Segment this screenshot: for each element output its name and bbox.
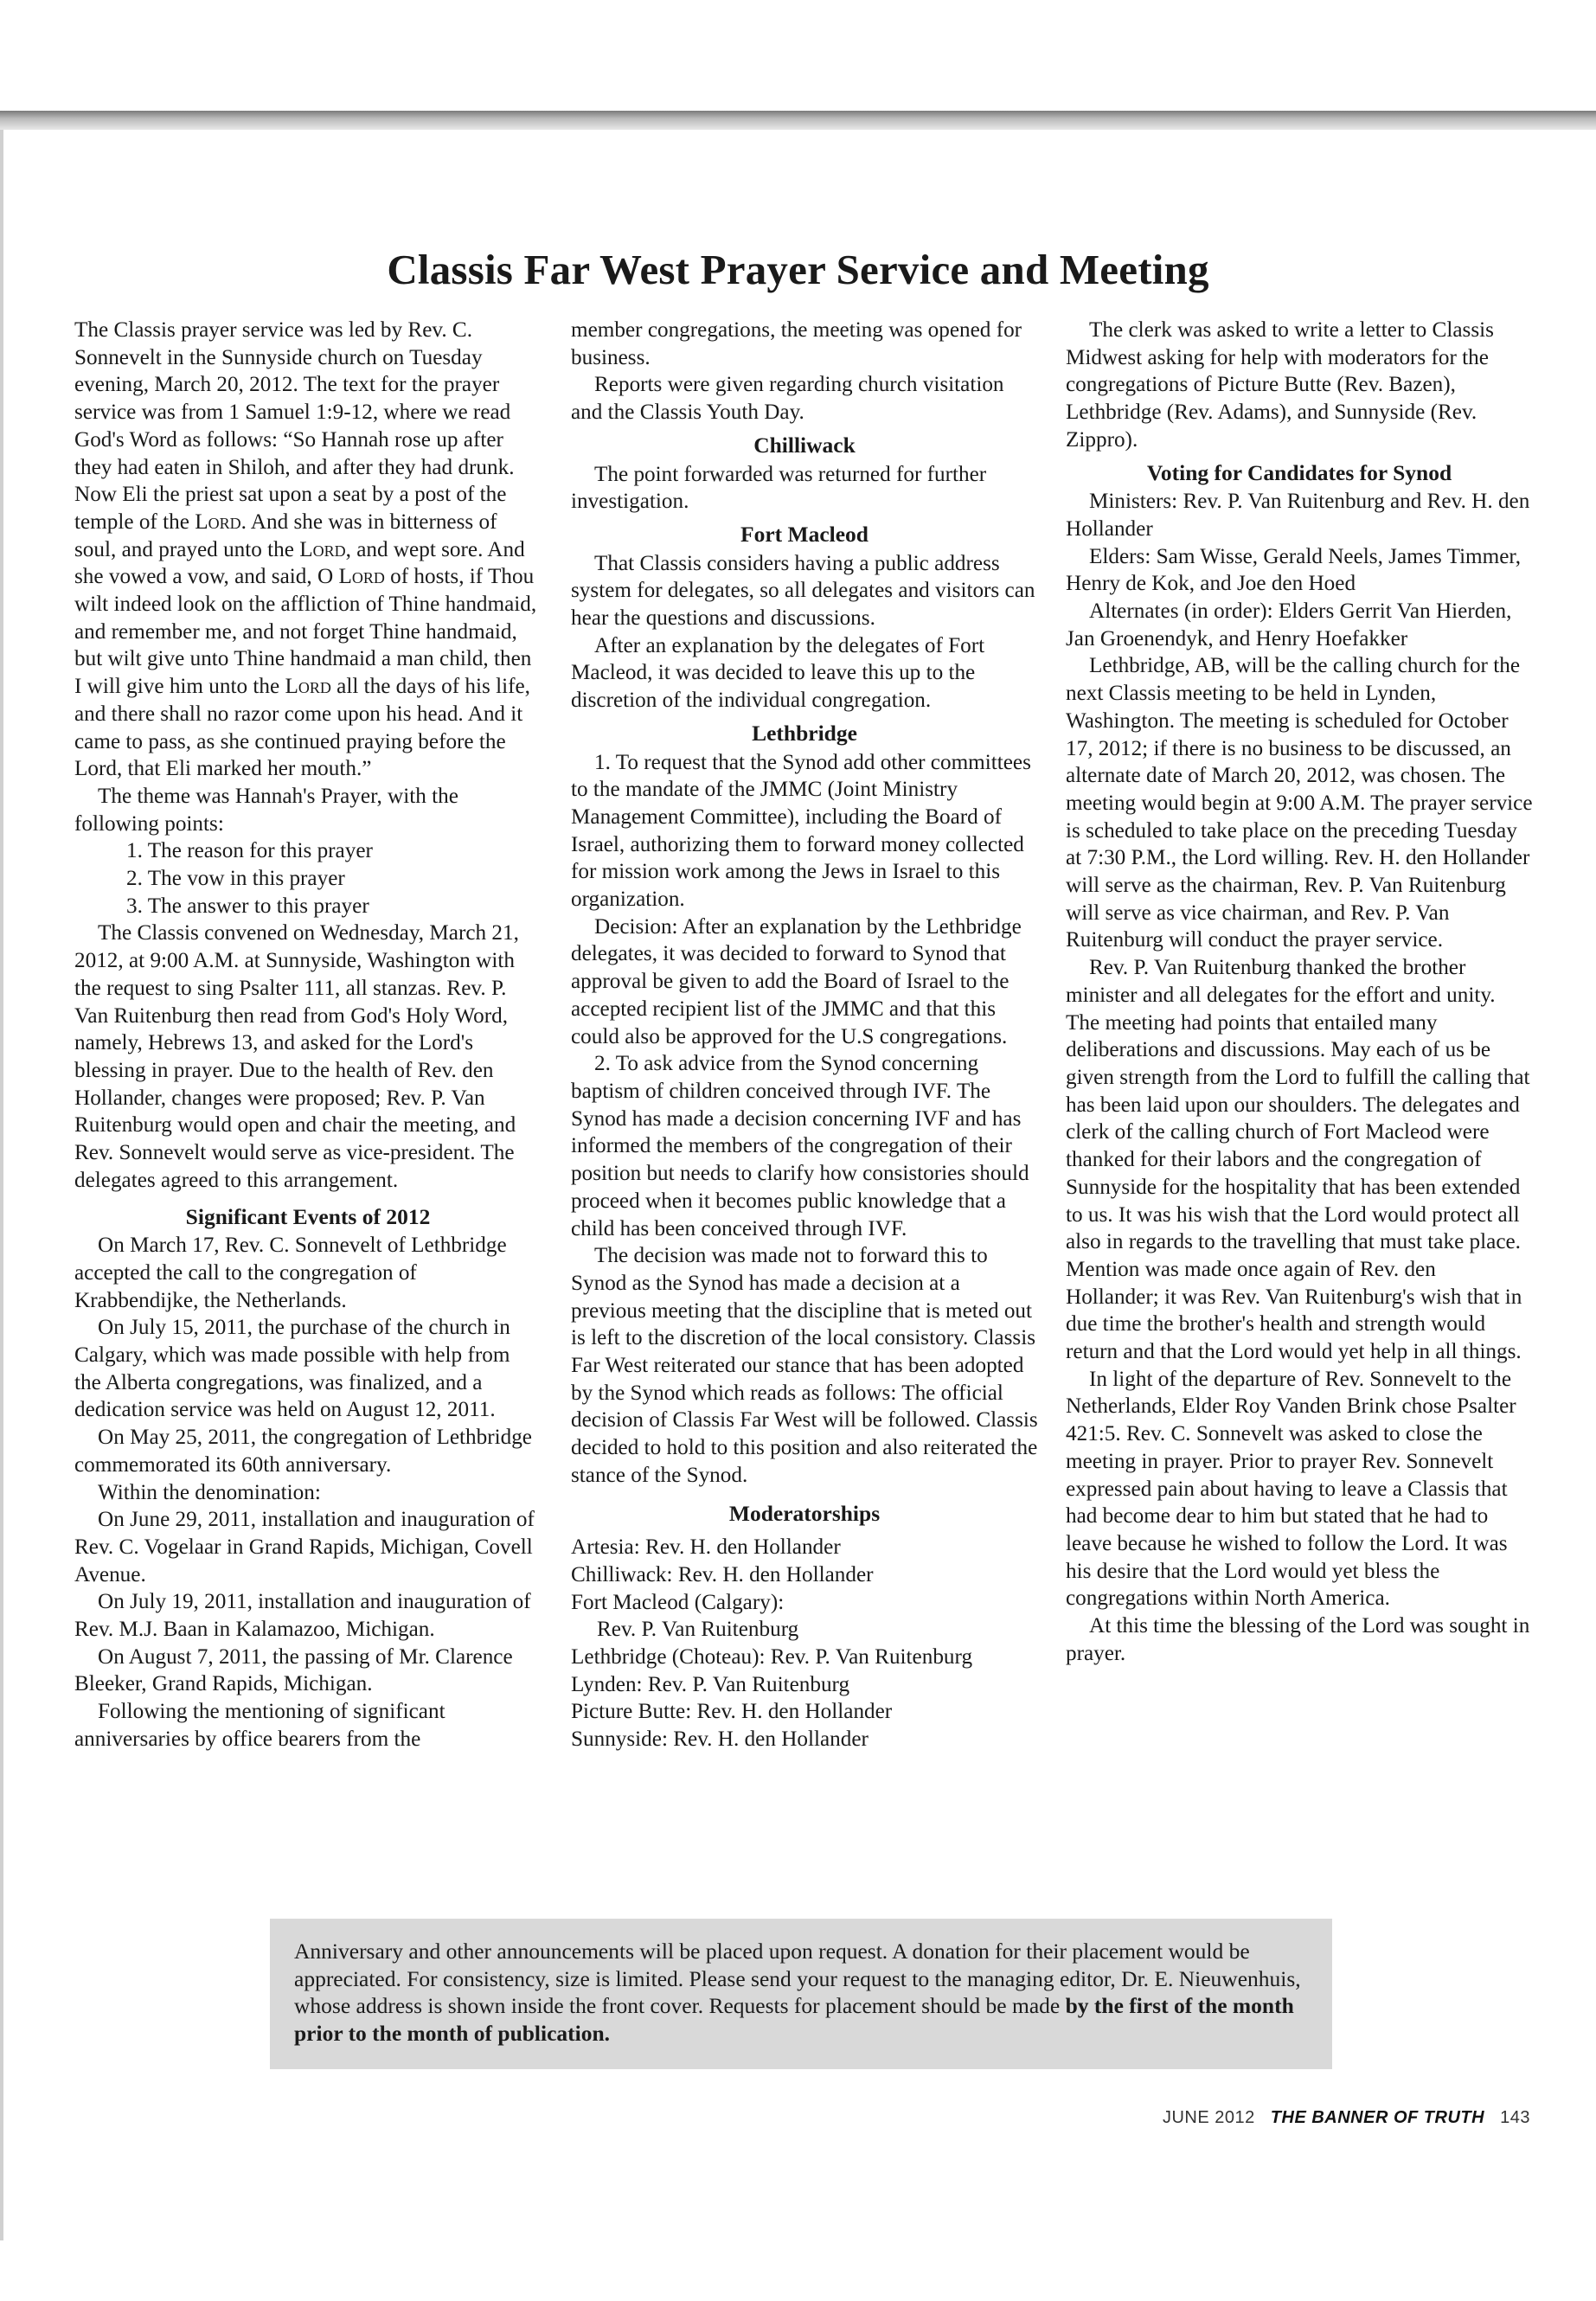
footer-magazine-name: THE BANNER OF TRUTH [1270, 2108, 1485, 2127]
event-paragraph: Following the mentioning of significant anniversaries by office bearers from the [74, 1700, 445, 1751]
notice-bold-text: by the first of the month prior to the month of publication. [294, 1993, 1294, 2046]
theme-point-1: 1. The reason for this prayer [126, 839, 373, 863]
event-paragraph: On May 25, 2011, the congregation of Lethbridge commemorated its 60th anniversary. [74, 1426, 532, 1477]
column-1 [74, 317, 542, 1753]
fort-macleod-heading: Fort Macleod [740, 521, 869, 547]
closing-paragraph: At this time the blessing of the Lord was sought in prayer. [1066, 1614, 1530, 1665]
column-2 [571, 317, 1038, 1753]
elders-paragraph: Elders: Sam Wisse, Gerald Neels, James Timmer, Henry de Kok, and Joe den Hoed [1066, 544, 1522, 596]
footer-date: JUNE 2012 [1162, 2108, 1255, 2127]
event-paragraph: On August 7, 2011, the passing of Mr. Clarence Bleeker, Grand Rapids, Michigan. [74, 1644, 513, 1696]
lethbridge-paragraph: The decision was made not to forward this to Synod as the Synod has made a decision at a previous meeting that the discipline that is meted out is left to the discretion of the local consistory. Classis Far West reiterated our stance that has been adopted by the Synod which reads as follows: The official decision of Classis Far West will be followed. Classis decided to hold to this position and also reiterated the stance of the Synod. [571, 1244, 1038, 1487]
significant-events-heading: Significant Events of 2012 [185, 1203, 431, 1229]
moderatorship-item: Picture Butte: Rev. H. den Hollander [571, 1700, 893, 1724]
convened-paragraph: The Classis convened on Wednesday, March 21, 2012, at 9:00 A.M. at Sunnyside, Washington with the request to sing Psalter 111, all stanzas. Rev. P. Van Ruitenburg then read from God's Holy Word, namely, Hebrews 13, and asked for the Lord's blessing in prayer. Due to the health of Rev. den Hollander, changes were proposed; Rev. P. Van Ruitenburg would open and chair the meeting, and Rev. Sonnevelt would serve as vice-president. The delegates agreed to this arrangement. [74, 921, 519, 1192]
announcement-notice-box [270, 1919, 1332, 2069]
moderatorship-item: Chilliwack: Rev. H. den Hollander [571, 1562, 874, 1586]
event-paragraph: Within the denomination: [98, 1480, 321, 1504]
moderatorships-heading: Moderatorships [728, 1500, 881, 1526]
clerk-paragraph: The clerk was asked to write a letter to Classis Midwest asking for help with moderators for the congregations of Picture Butte (Rev. Bazen), Lethbridge (Rev. Adams), and Sunnyside (Rev. Zippro). [1066, 318, 1494, 452]
opening-paragraph: member congregations, the meeting was opened for business. [571, 318, 1022, 369]
event-paragraph: On July 19, 2011, installation and inauguration of Rev. M.J. Baan in Kalamazoo, Michigan. [74, 1590, 531, 1642]
lethbridge-paragraph: 2. To ask advice from the Synod concerning baptism of children conceived through IVF. The Synod has made a decision concerning IVF and has informed the members of the congregation of their position but needs to clarify how consistories should proceed when it becomes public knowledge that a child has been conceived through IVF. [571, 1052, 1029, 1240]
scan-edge-band [0, 111, 1596, 130]
moderatorship-item: Lynden: Rev. P. Van Ruitenburg [571, 1672, 850, 1696]
scan-left-edge [0, 130, 3, 2240]
departure-paragraph: In light of the departure of Rev. Sonnevelt to the Netherlands, Elder Roy Vanden Brink chose Psalter 421:5. Rev. C. Sonnevelt was asked to close the meeting in prayer. Prior to prayer Rev. Sonnevelt expressed pain about having to leave a Classis that had become dear to him but stated that he had to leave because he wished to follow the Lord. It was his desire that the Lord would yet bless the congregations within North America. [1066, 1367, 1516, 1611]
lethbridge-paragraph: 1. To request that the Synod add other committees to the mandate of the JMMC (Joint Ministry Management Committee), including the Board of Israel, authorizing them to forward money collected for mission work among the Jews in Israel to this organization. [571, 750, 1031, 912]
chilliwack-heading: Chilliwack [753, 432, 856, 458]
ministers-paragraph: Ministers: Rev. P. Van Ruitenburg and Rev. H. den Hollander [1066, 490, 1530, 541]
chilliwack-paragraph: The point forwarded was returned for further investigation. [571, 462, 987, 514]
moderatorship-item: Sunnyside: Rev. H. den Hollander [571, 1727, 869, 1752]
lethbridge-paragraph: Decision: After an explanation by the Lethbridge delegates, it was decided to forward to Synod that approval be given to add the Board of Israel to the accepted recipient list of the JMMC and that this could also be approved for the U.S congregations. [571, 914, 1022, 1048]
footer-page-number: 143 [1500, 2108, 1530, 2127]
moderatorship-item: Fort Macleod (Calgary): [571, 1590, 785, 1614]
next-meeting-paragraph: Lethbridge, AB, will be the calling church for the next Classis meeting to be held in Lynden, Washington. The meeting is scheduled for October 17, 2012; if there is no business to be discussed, an alternate date of March 20, 2012, was chosen. The meeting would begin at 9:00 A.M. The prayer service is scheduled to take place on the preceding Tuesday at 7:30 P.M., the Lord willing. Rev. H. den Hollander will serve as the chairman, Rev. P. Van Ruitenburg will serve as vice chairman, and Rev. P. Van Ruitenburg will conduct the prayer service. [1066, 654, 1533, 952]
theme-point-2: 2. The vow in this prayer [126, 867, 345, 891]
event-paragraph: On June 29, 2011, installation and inauguration of Rev. C. Vogelaar in Grand Rapids, Michigan, Covell Avenue. [74, 1508, 535, 1586]
moderatorship-item: Rev. P. Van Ruitenburg [597, 1618, 799, 1642]
event-paragraph: On July 15, 2011, the purchase of the church in Calgary, which was made possible with help from the Alberta congregations, was finalized, and a dedication service was held on August 12, 2011. [74, 1316, 510, 1422]
column-3 [1066, 317, 1533, 1667]
notice-text: Anniversary and other announcements will be placed upon request. A donation for their placement would be appreciated. For consistency, size is limited. Please send your request to the managing editor, Dr. E. Nieuwenhuis, whose address is shown inside the front cover. Requests for placement should be made by the first of the month prior to the month of publication. [294, 1939, 1301, 2046]
theme-paragraph: The theme was Hannah's Prayer, with the following points: [74, 784, 458, 836]
page-footer [1163, 2108, 1530, 2128]
article-title: Classis Far West Prayer Service and Meeting [387, 246, 1209, 293]
moderatorship-item: Lethbridge (Choteau): Rev. P. Van Ruitenburg [571, 1645, 973, 1670]
event-paragraph: On March 17, Rev. C. Sonnevelt of Lethbridge accepted the call to the congregation of Krabbendijke, the Netherlands. [74, 1234, 507, 1312]
alternates-paragraph: Alternates (in order): Elders Gerrit Van Hierden, Jan Groenendyk, and Henry Hoefakker [1066, 599, 1512, 651]
moderatorship-item: Artesia: Rev. H. den Hollander [571, 1535, 841, 1560]
fort-macleod-paragraph: That Classis considers having a public address system for delegates, so all delegates and visitors can hear the questions and discussions. [571, 551, 1035, 631]
fort-macleod-paragraph: After an explanation by the delegates of Fort Macleod, it was decided to leave this up to the discretion of the individual congregation. [571, 633, 985, 713]
reports-paragraph: Reports were given regarding church visitation and the Classis Youth Day. [571, 373, 1004, 425]
theme-point-3: 3. The answer to this prayer [126, 894, 369, 918]
lethbridge-heading: Lethbridge [752, 720, 857, 746]
thanks-paragraph: Rev. P. Van Ruitenburg thanked the brother minister and all delegates for the effort and unity. The meeting had points that entailed many deliberations and discussions. May each of us be given strength from the Lord to fulfill the calling that has been laid upon our shoulders. The delegates and clerk of the calling church of Fort Macleod were thanked for their labors and the congregation of Sunnyside for the hospitality that has been extended to us. It was his wish that the Lord would protect all also in regards to the travelling that must take place. Mention was made once again of Rev. den Hollander; it was Rev. Van Ruitenburg's wish that in due time the brother's health and strength would return and that the Lord would yet help in all things. [1066, 956, 1530, 1364]
voting-heading: Voting for Candidates for Synod [1146, 459, 1452, 485]
prayer-service-paragraph: The Classis prayer service was led by Rev. C. Sonnevelt in the Sunnyside church on Tuesday evening, March 20, 2012. The text for the prayer service was from 1 Samuel 1:9-12, where we read God's Word as follows: “So Hannah rose up after they had eaten in Shiloh, and after they had drunk. Now Eli the priest sat upon a seat by a post of the temple of the Lord. And she was in bitterness of soul, and prayed unto the Lord, and wept sore. And she vowed a vow, and said, O Lord of hosts, if Thou wilt indeed look on the affliction of Thine handmaid, and remember me, and not forget Thine handmaid, but wilt give unto Thine handmaid a man child, then I will give him unto the Lord all the days of his life, and there shall no razor come upon his head. And it came to pass, as she continued praying before the Lord, that Eli marked her mouth.” [74, 318, 537, 781]
